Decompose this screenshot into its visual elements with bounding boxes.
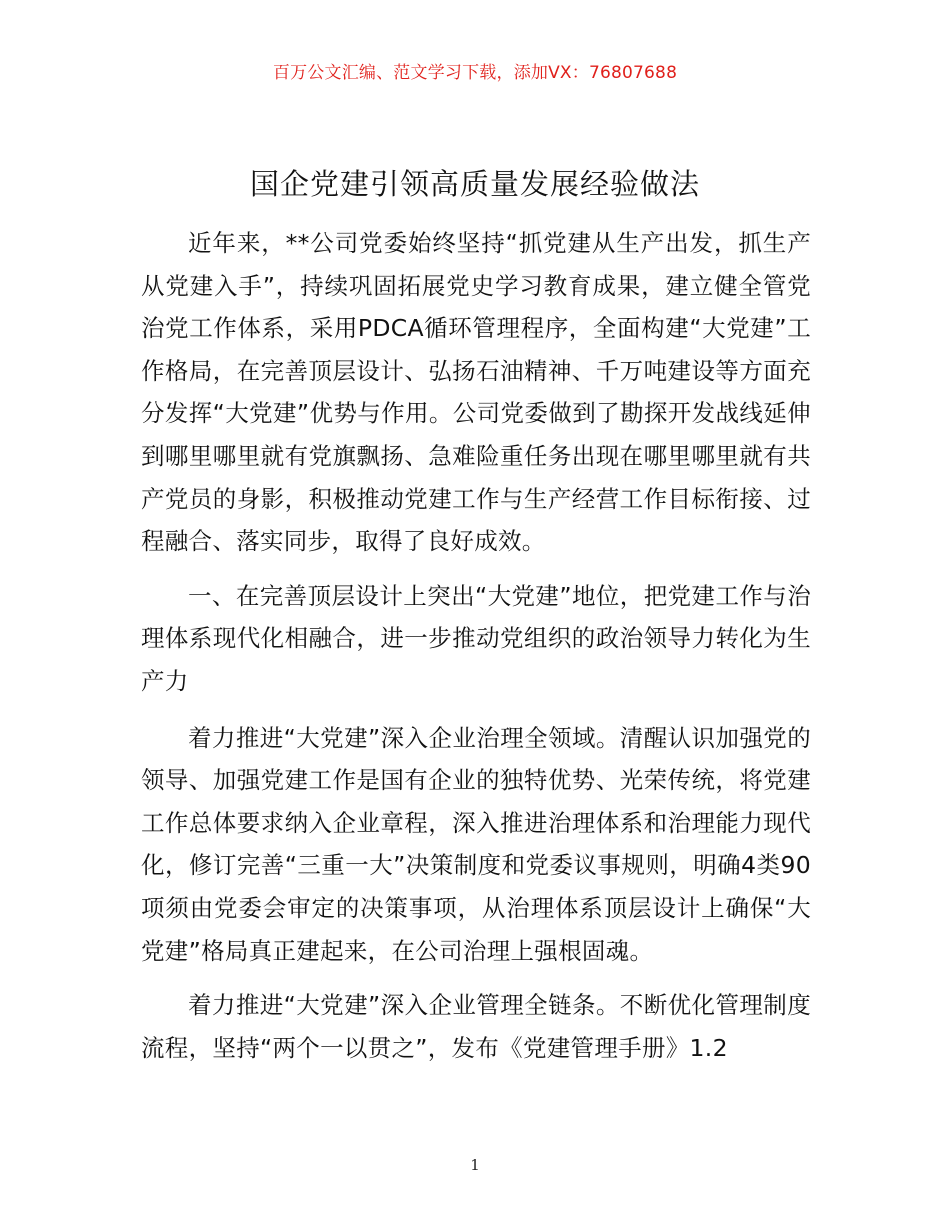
document-body [141,222,811,1081]
paragraph-management: 着力推进“大党建”深入企业管理全链条。不断优化管理制度流程，坚持“两个一以贯之”，发布《党建管理手册》1.2 [141,991,811,1062]
paragraph-governance: 着力推进“大党建”深入企业治理全领域。清醒认识加强党的领导、加强党建工作是国有企业的独特优势、光荣传统，将党建工作总体要求纳入企业章程，深入推进治理体系和治理能力现代化，修订完善“三重一大”决策制度和党委议事规则，明确4类90项须由党委会审定的决策事项，从治理体系顶层设计上确保“大党建”格局真正建起来，在公司治理上强根固魂。 [141,723,811,965]
document-title: 国企党建引领高质量发展经验做法 [249,167,700,201]
paragraph-intro: 近年来，**公司党委始终坚持“抓党建从生产出发，抓生产从党建入手”，持续巩固拓展党史学习教育成果，建立健全管党治党工作体系，采用PDCA循环管理程序，全面构建“大党建”工作格局，在完善顶层设计、弘扬石油精神、千万吨建设等方面充分发挥“大党建”优势与作用。公司党委做到了勘探开发战线延伸到哪里哪里就有党旗飘扬、急难险重任务出现在哪里哪里就有共产党员的身影，积极推动党建工作与生产经营工作目标衔接、过程融合、落实同步，取得了良好成效。 [141,229,811,556]
section-heading-1: 一、在完善顶层设计上突出“大党建”地位，把党建工作与治理体系现代化相融合，进一步推动党组织的政治领导力转化为生产力 [141,581,811,695]
page-number: 1 [470,1156,480,1174]
header-watermark-note: 百万公文汇编、范文学习下载，添加VX：76807688 [272,63,678,83]
